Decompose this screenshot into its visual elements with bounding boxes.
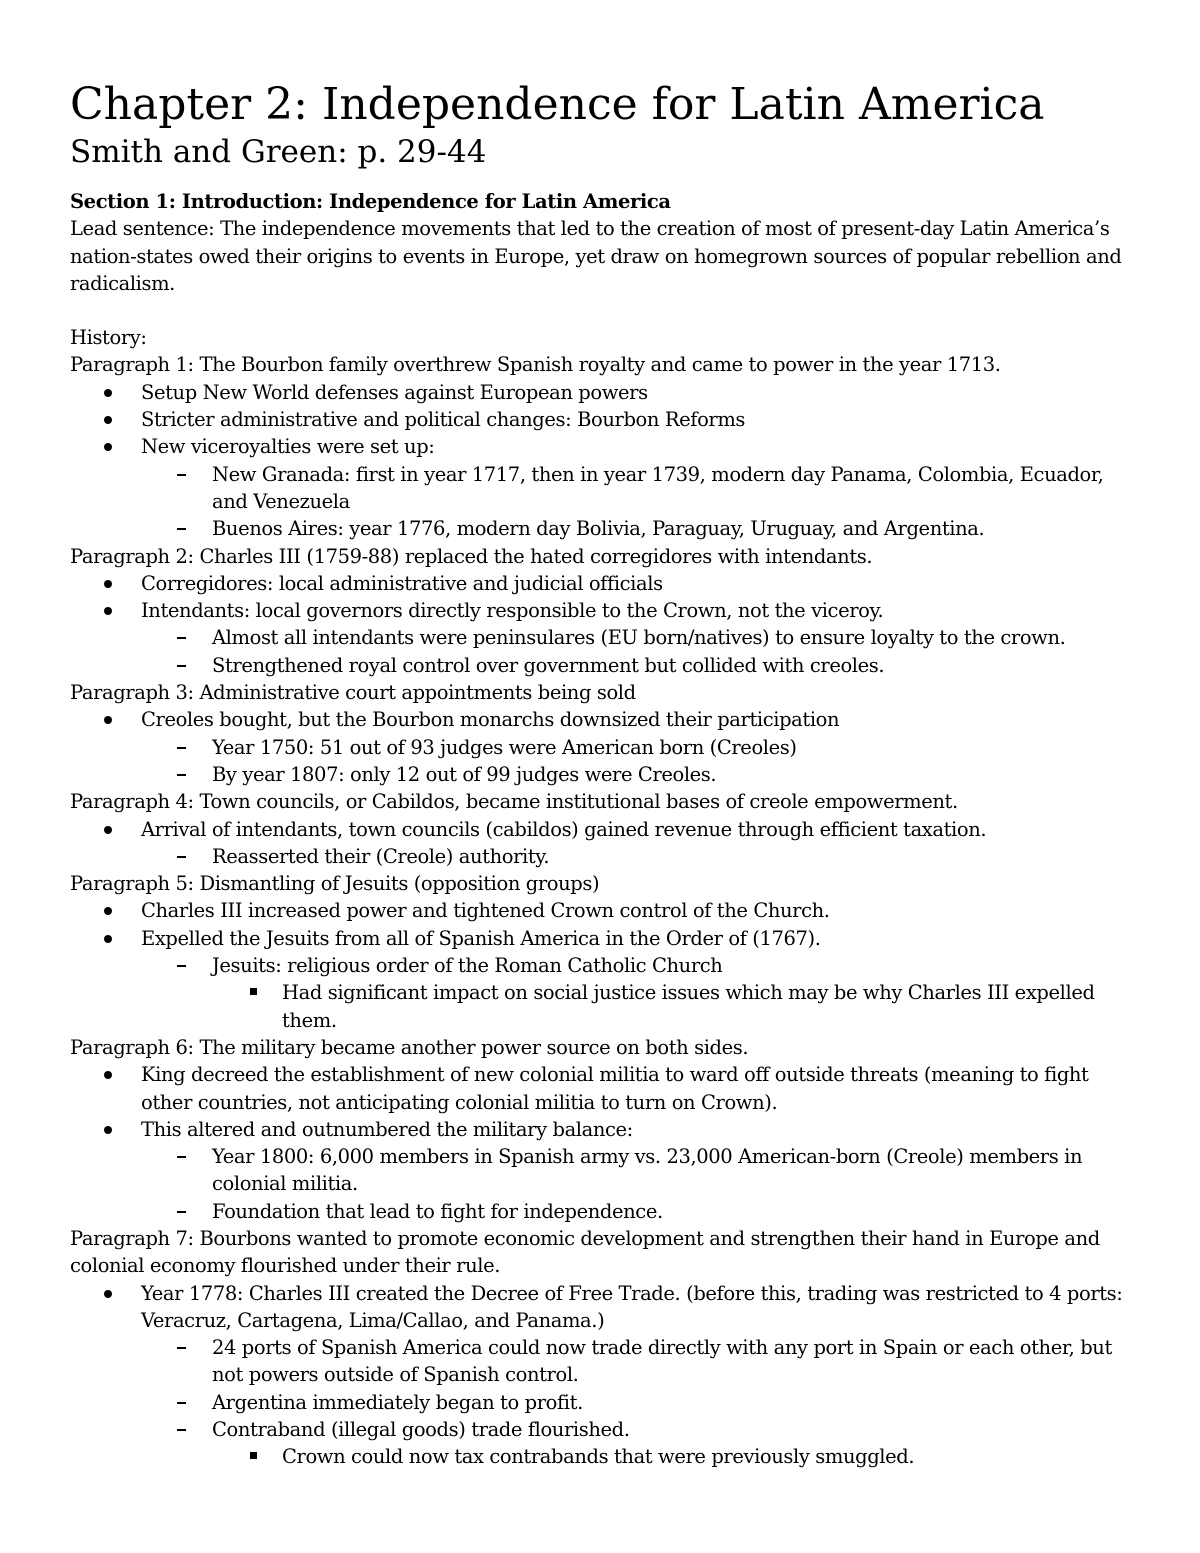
list-item [70,897,1130,924]
paragraph-heading: Paragraph 4: Town councils, or Cabildos, became institutional bases of creole empowerment. [70,790,958,814]
bullet-dot-icon [104,1126,112,1134]
outline-level-1 [70,1061,1130,1225]
paragraph-block-4 [70,788,1130,870]
list-item [70,843,1130,870]
paragraph-block-3 [70,679,1130,788]
paragraph-list [70,351,1130,1470]
list-item [70,1116,1130,1143]
list-item [70,761,1130,788]
list-item-text: Charles III increased power and tightened Crown control of the Church. [141,899,830,923]
bullet-dot-icon [104,580,112,588]
list-item-text: Contraband (illegal goods) trade flourished. [212,1418,630,1442]
list-item [70,706,1130,733]
list-item-text: Corregidores: local administrative and judicial officials [141,571,663,595]
outline-level-1 [70,706,1130,788]
list-item-text: Reasserted their (Creole) authority. [212,844,550,868]
paragraph-heading: Paragraph 1: The Bourbon family overthrew Spanish royalty and came to power in the year 1713. [70,353,1001,377]
list-item-text: New Granada: first in year 1717, then in year 1739, modern day Panama, Colombia, Ecuador, and Venezuela [212,462,1104,513]
list-item-text: Argentina immediately began to profit. [212,1390,583,1414]
list-item [70,597,1130,624]
list-item [70,925,1130,952]
list-item-text: Year 1750: 51 out of 93 judges were American born (Creoles) [212,735,797,759]
list-item-text: Expelled the Jesuits from all of Spanish America in the Order of (1767). [141,926,821,950]
list-item-text: Arrival of intendants, town councils (cabildos) gained revenue through efficient taxation. [141,817,987,841]
page-subtitle: Smith and Green: p. 29-44 [70,134,487,170]
outline-level-2 [70,843,1130,870]
list-item-text: Strengthened royal control over government but collided with creoles. [212,653,885,677]
dash-icon [177,1429,186,1431]
paragraph-heading: Paragraph 6: The military became another power source on both sides. [70,1035,749,1059]
bullet-dot-icon [104,1290,112,1298]
list-item [70,406,1130,433]
blank-line [70,297,1130,324]
dash-icon [177,1211,186,1213]
bullet-dot-icon [104,907,112,915]
dash-icon [177,474,186,476]
dash-icon [177,856,186,858]
outline-level-3 [70,1443,1130,1470]
bullet-dot-icon [104,607,112,615]
bullet-dot-icon [104,935,112,943]
outline-level-1 [70,897,1130,1033]
list-item-text: Had significant impact on social justice issues which may be why Charles III expelled them. [282,981,1095,1032]
outline-level-1 [70,379,1130,543]
list-item-text: Foundation that lead to fight for independence. [212,1199,663,1223]
outline-level-2 [70,461,1130,543]
list-item-text: Creoles bought, but the Bourbon monarchs downsized their participation [141,708,840,732]
dash-icon [177,747,186,749]
square-bullet-icon [250,1452,257,1459]
dash-icon [177,1156,186,1158]
paragraph-heading: Paragraph 5: Dismantling of Jesuits (opposition groups) [70,872,600,896]
history-label: History: [70,326,147,350]
outline-level-1 [70,1280,1130,1471]
list-item-text: Intendants: local governors directly responsible to the Crown, not the viceroy. [141,599,884,623]
list-item [70,816,1130,843]
bullet-dot-icon [104,443,112,451]
paragraph-block-5 [70,870,1130,1034]
outline-level-2 [70,1143,1130,1225]
list-item [70,652,1130,679]
list-item [70,515,1130,542]
bullet-dot-icon [104,416,112,424]
list-item [70,1061,1130,1116]
list-item [70,570,1130,597]
dash-icon [177,1402,186,1404]
list-item [70,979,1130,1034]
list-item [70,461,1130,516]
paragraph-heading: Paragraph 2: Charles III (1759-88) replaced the hated corregidores with intendants. [70,544,873,568]
paragraph-block-6 [70,1034,1130,1225]
list-item [70,624,1130,651]
paragraph-heading: Paragraph 7: Bourbons wanted to promote economic development and strengthen their hand in Europe and colonial economy flourished under their rule. [70,1226,1100,1278]
list-item-text: This altered and outnumbered the military balance: [141,1117,633,1141]
list-item-text: Setup New World defenses against European powers [141,380,648,404]
list-item [70,1443,1130,1470]
outline-level-2 [70,1334,1130,1470]
dash-icon [177,965,186,967]
bullet-dot-icon [104,716,112,724]
list-item-text: Crown could now tax contrabands that were previously smuggled. [282,1445,915,1469]
list-item-text: Year 1800: 6,000 members in Spanish army vs. 23,000 American-born (Creole) members in colonial militia. [212,1145,1083,1196]
list-item-text: Buenos Aires: year 1776, modern day Bolivia, Paraguay, Uruguay, and Argentina. [212,517,985,541]
dash-icon [177,528,186,530]
outline-level-1 [70,816,1130,871]
page-title: Chapter 2: Independence for Latin America [70,79,1045,130]
dash-icon [177,774,186,776]
list-item-text: King decreed the establishment of new colonial militia to ward off outside threats (meaning to fight other countries, not anticipating colonial militia to turn on Crown). [141,1063,1089,1114]
list-item [70,1389,1130,1416]
bullet-dot-icon [104,389,112,397]
list-item [70,1416,1130,1443]
paragraph-block-2 [70,543,1130,679]
document-page [70,78,1130,1471]
list-item-text: Year 1778: Charles III created the Decree of Free Trade. (before this, trading was restricted to 4 ports: Veracruz, Cartagena, Lima/Callao, and Panama.) [141,1281,1123,1332]
list-item [70,1143,1130,1198]
lead-sentence: Lead sentence: The independence movements that led to the creation of most of present-day Latin America’s nation-states owed their origins to events in Europe, yet draw on homegrown sources of popular rebellion and radicalism. [70,217,1122,295]
outline-level-2 [70,624,1130,679]
outline-level-3 [70,979,1130,1034]
list-item-text: 24 ports of Spanish America could now trade directly with any port in Spain or each other, but not powers outside of Spanish control. [212,1336,1112,1387]
list-item [70,433,1130,460]
square-bullet-icon [250,988,257,995]
list-item [70,734,1130,761]
dash-icon [177,665,186,667]
dash-icon [177,1347,186,1349]
paragraph-heading: Paragraph 3: Administrative court appointments being sold [70,681,636,705]
list-item [70,1198,1130,1225]
bullet-dot-icon [104,1071,112,1079]
outline-level-2 [70,734,1130,789]
outline-level-2 [70,952,1130,1034]
document-body [70,188,1130,1471]
list-item-text: By year 1807: only 12 out of 99 judges were Creoles. [212,762,717,786]
list-item-text: Almost all intendants were peninsulares (EU born/natives) to ensure loyalty to the crown. [212,626,1066,650]
list-item [70,379,1130,406]
outline-level-1 [70,570,1130,679]
list-item-text: Stricter administrative and political changes: Bourbon Reforms [141,408,746,432]
paragraph-block-7 [70,1225,1130,1471]
list-item [70,952,1130,979]
list-item [70,1280,1130,1335]
section-heading: Section 1: Introduction: Independence for Latin America [70,190,671,213]
list-item-text: New viceroyalties were set up: [141,435,435,459]
list-item [70,1334,1130,1389]
dash-icon [177,637,186,639]
paragraph-block-1 [70,351,1130,542]
list-item-text: Jesuits: religious order of the Roman Catholic Church [212,954,723,978]
bullet-dot-icon [104,826,112,834]
